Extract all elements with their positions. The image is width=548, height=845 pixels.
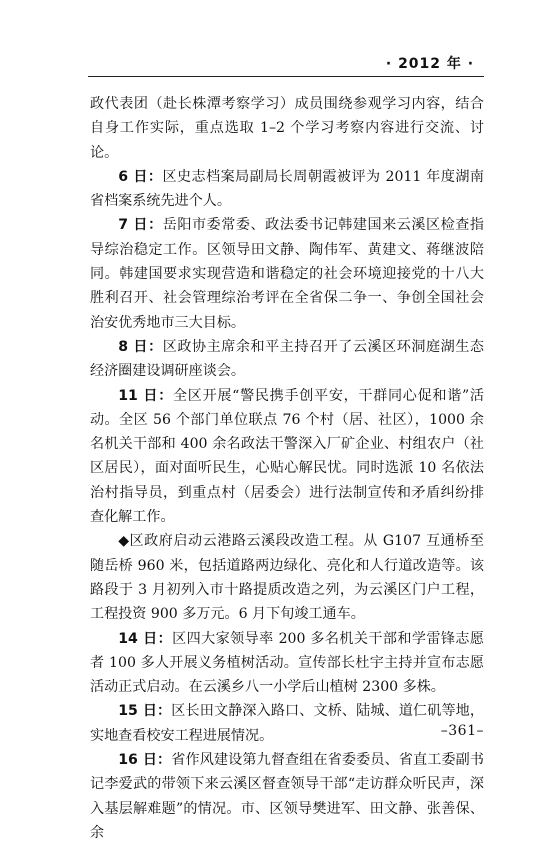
paragraph-text: 区长田文静深入路口、文桥、陆城、道仁矶等地，实地查看校安工程进展情况。 [90,703,484,744]
entry-date: 6 日： [118,168,163,185]
paragraph-text: 区政协主席余和平主持召开了云溪区环洞庭湖生态经济圈建设调研座谈会。 [90,338,485,380]
paragraph-text: 岳阳市委常委、政法委书记韩建国来云溪区检查指导综治稳定工作。区领导田文静、陶伟军、黄建文、蒋继波陪同。韩建国要求实现营造和谐稳定的社会环境迎接党的十八大胜利召开、社会管理综治考评在全省保二争一、争创全国社会治安优秀地市三大目标。 [90,217,485,331]
entry-paragraph [90,335,484,384]
entry-paragraph [90,627,484,700]
entry-paragraph [90,529,484,626]
paragraph-text: 全区开展“警民携手创平安，干群同心促和谐”活动。全区 56 个部门单位联点 76 个村（居、社区），1000 余名机关干部和 400 余名政法干警深入厂矿企业、村组农户（社区居民），面对面听民生，心贴心解民忧。同时选派 10 名依法治村指导员，到重点村（居委会）进行法制宣传和矛盾纠纷排查化解工作。 [90,387,484,526]
year-header-tag: · 2012 年 · [385,55,475,72]
entry-paragraph [90,213,484,334]
entry-date: 15 日： [118,703,172,720]
entry-paragraph [90,165,484,214]
paragraph-text: 政代表团（赴长株潭考察学习）成员围绕参观学习内容，结合自身工作实际，重点选取 1–2 个学习考察内容进行交流、讨论。 [90,96,484,161]
paragraph-text: 区政府启动云港路云溪段改造工程。从 G107 互通桥至随岳桥 960 米，包括道路两边绿化、亮化和人行道改造等。该路段于 3 月初列入市十路提质改造之列，为云溪区门户工程，工程投资 900 多万元。6 月下旬竣工通车。 [90,533,484,623]
paragraph-text: 区史志档案局副局长周朝霞被评为 2011 年度湖南省档案系统先进个人。 [90,168,484,210]
entry-date: 14 日： [118,630,173,647]
entry-date: 7 日： [118,217,163,234]
page-number: –361– [440,723,484,739]
paragraph-text: 区四大家领导率 200 多名机关干部和学雷锋志愿者 100 多人开展义务植树活动。宣传部长杜宇主持并宣布志愿活动正式启动。在云溪乡八一小学后山植树 2300 多株。 [90,630,485,696]
entry-date: 16 日： [118,752,172,769]
header-divider [88,76,484,77]
entry-date: 8 日： [118,338,163,355]
entry-date: 11 日： [118,387,173,404]
entry-paragraph [90,384,484,530]
paragraph-continued [90,92,484,165]
paragraph-text: 省作风建设第九督查组在省委委员、省直工委副书记李爱武的带领下来云溪区督查领导干部“走访群众听民声，深入基层解难题”的情况。市、区领导樊进军、田文静、张善保、余 [90,752,484,841]
diamond-bullet-icon: ◆ [118,533,130,550]
entry-paragraph [90,748,484,845]
